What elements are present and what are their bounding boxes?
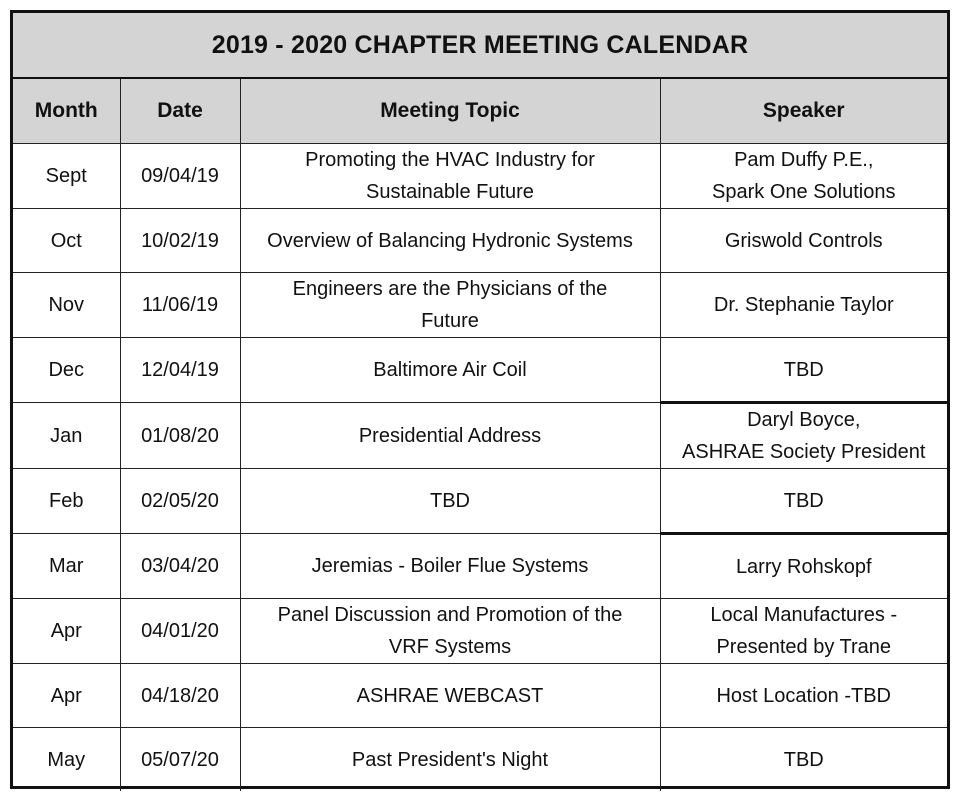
cell-topic: Jeremias - Boiler Flue Systems [240,534,660,599]
cell-topic: Past President's Night [240,728,660,792]
cell-date: 11/06/19 [120,273,240,338]
cell-date: 01/08/20 [120,403,240,469]
table-row [13,144,947,209]
table-row [13,599,947,664]
cell-speaker: Host Location -TBD [660,664,947,728]
table-row [13,209,947,273]
cell-topic: Baltimore Air Coil [240,338,660,403]
cell-month: May [13,728,120,792]
table-row [13,273,947,338]
table-row [13,469,947,534]
cell-month: Apr [13,599,120,664]
cell-speaker: TBD [660,728,947,792]
table-row [13,664,947,728]
header-speaker: Speaker [660,79,947,144]
cell-speaker: Pam Duffy P.E., Spark One Solutions [660,144,947,209]
cell-speaker: Dr. Stephanie Taylor [660,273,947,338]
cell-speaker: Larry Rohskopf [660,534,947,599]
cell-month: Feb [13,469,120,534]
table-row [13,534,947,599]
cell-speaker: Daryl Boyce, ASHRAE Society President [660,403,947,469]
cell-date: 12/04/19 [120,338,240,403]
table-row [13,728,947,792]
cell-date: 04/01/20 [120,599,240,664]
cell-topic: ASHRAE WEBCAST [240,664,660,728]
cell-month: Mar [13,534,120,599]
cell-month: Sept [13,144,120,209]
header-date: Date [120,79,240,144]
cell-month: Oct [13,209,120,273]
cell-topic: TBD [240,469,660,534]
cell-date: 04/18/20 [120,664,240,728]
cell-date: 03/04/20 [120,534,240,599]
table-row [13,338,947,403]
header-month: Month [13,79,120,144]
cell-topic: Panel Discussion and Promotion of the VRF Systems [240,599,660,664]
table-row [13,403,947,469]
header-row [13,79,947,144]
calendar-title: 2019 - 2020 CHAPTER MEETING CALENDAR [13,13,947,79]
cell-topic: Engineers are the Physicians of the Future [240,273,660,338]
meeting-table [13,79,947,791]
cell-topic: Promoting the HVAC Industry for Sustainable Future [240,144,660,209]
cell-speaker: TBD [660,338,947,403]
meeting-calendar [10,10,950,789]
cell-topic: Presidential Address [240,403,660,469]
cell-speaker: TBD [660,469,947,534]
cell-date: 09/04/19 [120,144,240,209]
cell-speaker: Griswold Controls [660,209,947,273]
cell-date: 05/07/20 [120,728,240,792]
cell-date: 10/02/19 [120,209,240,273]
cell-speaker: Local Manufactures - Presented by Trane [660,599,947,664]
cell-month: Jan [13,403,120,469]
cell-date: 02/05/20 [120,469,240,534]
cell-month: Apr [13,664,120,728]
cell-month: Nov [13,273,120,338]
header-topic: Meeting Topic [240,79,660,144]
cell-month: Dec [13,338,120,403]
cell-topic: Overview of Balancing Hydronic Systems [240,209,660,273]
